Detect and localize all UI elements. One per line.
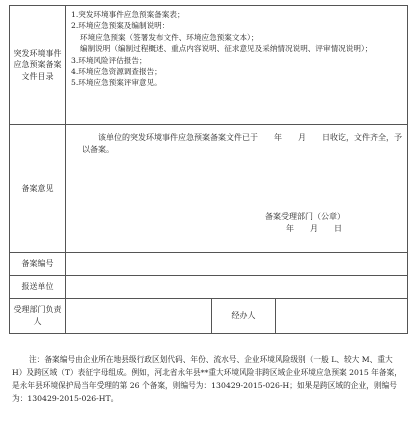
submitting-unit-row [10,276,408,299]
dept-head-field[interactable] [66,299,212,334]
handler-label: 经办人 [212,299,276,334]
file-list-row [10,6,408,125]
file-list-item: 3.环境风险评估报告； [71,55,147,65]
filing-number-label: 备案编号 [10,253,66,276]
file-list-item: 1.突发环境事件应急预案备案表； [71,10,185,19]
file-list-cell [66,6,408,125]
file-list-item: 编制说明（编制过程概述、重点内容说明、征求意见及采纳情况说明、评审情况说明）； [80,44,373,54]
submitting-unit-field[interactable] [66,276,408,299]
handler-field[interactable] [276,299,408,334]
submitting-unit-label: 报送单位 [10,276,66,299]
file-list-label: 突发环境事件应急预案备案文件目录 [10,6,66,125]
dept-head-label: 受理部门负责人 [10,299,66,334]
file-list-item: 环境应急预案（签署发布文件、环境应急预案文本）； [80,32,259,42]
file-list-item: 5.环境应急预案评审意见。 [71,78,162,88]
file-list-item: 4.环境应急资源调查报告； [71,66,162,76]
opinion-text: 该单位的突发环境事件应急预案备案文件已于 年 月 日收讫，文件齐全，予以备案。 [82,133,402,155]
filing-number-row [10,253,408,276]
filing-number-field[interactable] [66,253,408,276]
file-list-item: 2.环境应急预案及编制说明： [71,21,170,31]
signature-row [10,299,408,334]
opinion-cell [66,125,408,253]
filing-date: 年 月 日 [286,224,342,233]
opinion-row [10,125,408,253]
footnote: 注：备案编号由企业所在地县级行政区划代码、年份、流水号、企业环境风险级别（一般 L、较大 M、重大 H）及跨区域（T）表征字母组成。例如，河北省永年县**重大环境风险非跨区域企业环境应急预案 2015 年备案，是永年县环境保护局当年受理的第 26 个备案，则编号为：130429-2015-026-H；如果是跨区域的企业，则编号为：130429-2015-026-HT。 [12,355,402,404]
opinion-label: 备案意见 [10,125,66,253]
filing-department: 备案受理部门（公章） [265,212,345,221]
filing-form-table [9,5,408,334]
